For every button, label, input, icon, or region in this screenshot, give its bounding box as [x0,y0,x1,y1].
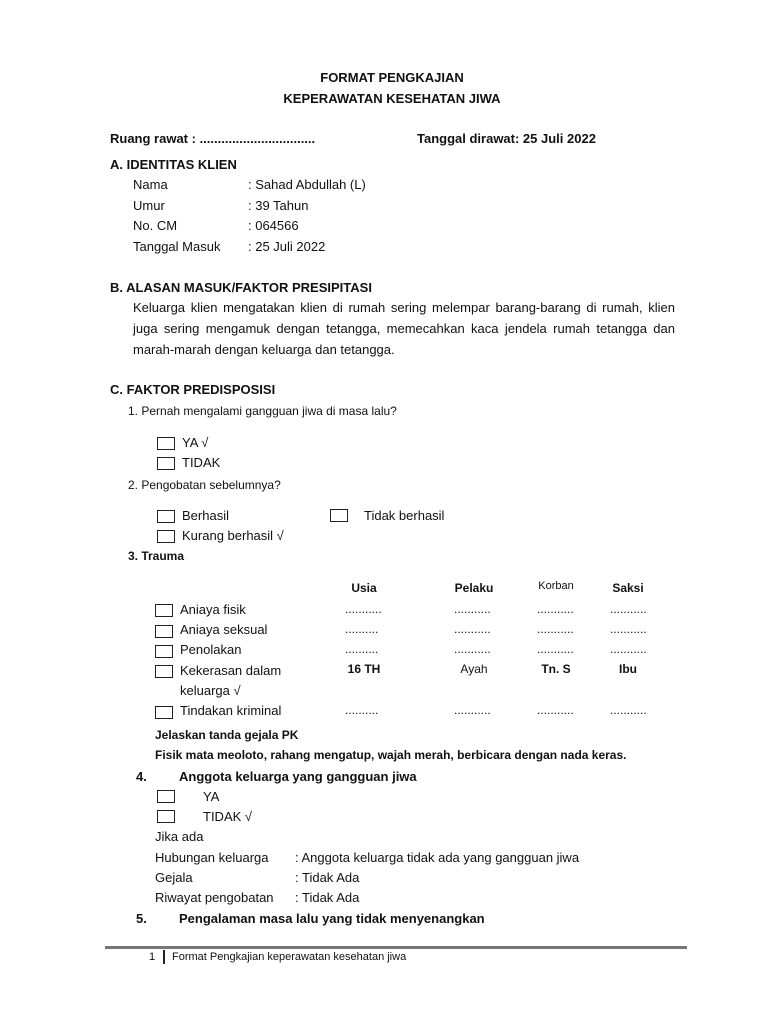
question-4-number: 4. [136,769,147,784]
option-berhasil-label: Berhasil [182,508,229,523]
footer-text: Format Pengkajian keperawatan kesehatan jiwa [172,951,407,963]
trauma-cell: ........... [454,622,491,636]
option-ya-q4-label: YA [203,789,220,804]
trauma-row-label: Aniaya fisik [180,602,246,617]
checkbox-tindakan-kriminal[interactable] [155,706,173,719]
document-title-line2: KEPERAWATAN KESEHATAN JIWA [283,91,501,106]
column-header-korban: Korban [538,580,574,592]
question-1-label: 1. Pernah mengalami gangguan jiwa di masa lalu? [128,404,397,418]
trauma-cell: ........... [537,703,574,717]
checkbox-tidak[interactable] [157,457,175,470]
identity-value: : Sahad Abdullah (L) [248,177,366,192]
checkbox-penolakan[interactable] [155,645,173,658]
tanggal-dirawat: Tanggal dirawat: 25 Juli 2022 [417,131,596,146]
trauma-cell: .......... [345,703,379,717]
trauma-row-label: Aniaya seksual [180,622,268,637]
trauma-cell: ........... [537,602,574,616]
family-row-label: Riwayat pengobatan [155,890,274,905]
question-5-number: 5. [136,911,147,926]
question-2-label: 2. Pengobatan sebelumnya? [128,478,281,492]
trauma-cell: .......... [345,642,379,656]
trauma-cell: ........... [537,622,574,636]
trauma-row-label: Kekerasan dalam [180,663,282,678]
family-row-label: Hubungan keluarga [155,850,269,865]
document-title-line1: FORMAT PENGKAJIAN [320,70,464,85]
checkbox-ya[interactable] [157,437,175,450]
identity-value: : 064566 [248,218,299,233]
identity-label: Umur [133,198,165,213]
trauma-cell: ........... [610,602,647,616]
option-tidak-berhasil-label: Tidak berhasil [364,508,445,523]
checkbox-kekerasan-dalam-keluarga[interactable] [155,665,173,678]
trauma-cell: ........... [454,703,491,717]
family-row-value: : Tidak Ada [295,890,360,905]
trauma-row-label-continued: keluarga √ [180,683,241,698]
family-row-value: : Anggota keluarga tidak ada yang gangguan jiwa [295,850,580,865]
footer-divider [105,946,687,949]
section-b-heading: B. ALASAN MASUK/FAKTOR PRESIPITASI [110,280,372,295]
explain-text: Fisik mata meoloto, rahang mengatup, wajah merah, berbicara dengan nada keras. [155,748,627,762]
trauma-cell: ........... [345,602,382,616]
jika-ada-label: Jika ada [155,829,204,844]
option-tidak-label: TIDAK [182,455,221,470]
footer-separator [163,950,165,964]
column-header-saksi: Saksi [612,581,644,595]
checkbox-tidak-berhasil[interactable] [330,509,348,522]
question-5-label: Pengalaman masa lalu yang tidak menyenangkan [179,911,485,926]
trauma-row-label: Penolakan [180,642,242,657]
trauma-cell: Ibu [619,662,637,676]
explain-label: Jelaskan tanda gejala PK [155,728,299,742]
ruang-rawat: Ruang rawat : ................................ [110,131,316,146]
trauma-cell: .......... [345,622,379,636]
identity-value: : 39 Tahun [248,198,309,213]
trauma-cell: Ayah [460,662,488,676]
trauma-cell: ........... [537,642,574,656]
checkbox-kurang-berhasil[interactable] [157,530,175,543]
checkbox-berhasil[interactable] [157,510,175,523]
option-kurang-berhasil-label: Kurang berhasil √ [182,528,284,543]
section-a-heading: A. IDENTITAS KLIEN [110,157,237,172]
checkbox-tidak-q4[interactable] [157,810,175,823]
trauma-cell: ........... [610,622,647,636]
family-row-label: Gejala [155,870,193,885]
footer-page-number: 1 [149,951,156,963]
column-header-pelaku: Pelaku [454,581,494,595]
trauma-cell: ........... [610,703,647,717]
section-b-paragraph: Keluarga klien mengatakan klien di rumah sering melempar barang-barang di rumah, klien juga sering mengamuk dengan tetangga, memecahkan kaca jendela rumah tetangga dan marah-marah dengan keluarga dan tetangga. [133,300,675,357]
trauma-cell: Tn. S [541,662,571,676]
trauma-cell: 16 TH [347,662,381,676]
trauma-row-label: Tindakan kriminal [180,703,282,718]
family-row-value: : Tidak Ada [295,870,360,885]
trauma-cell: ........... [454,602,491,616]
identity-label: Tanggal Masuk [133,239,221,254]
trauma-cell: ........... [610,642,647,656]
identity-label: Nama [133,177,168,192]
checkbox-aniaya-fisik[interactable] [155,604,173,617]
question-4-label: Anggota keluarga yang gangguan jiwa [179,769,417,784]
identity-label: No. CM [133,218,178,233]
column-header-usia: Usia [351,581,377,595]
identity-value: : 25 Juli 2022 [248,239,326,254]
question-3-label: 3. Trauma [128,549,185,563]
trauma-cell: ........... [454,642,491,656]
section-c-heading: C. FAKTOR PREDISPOSISI [110,382,276,397]
checkbox-ya-q4[interactable] [157,790,175,803]
option-tidak-q4-label: TIDAK √ [203,809,253,824]
checkbox-aniaya-seksual[interactable] [155,625,173,638]
option-ya-label: YA √ [182,435,209,450]
